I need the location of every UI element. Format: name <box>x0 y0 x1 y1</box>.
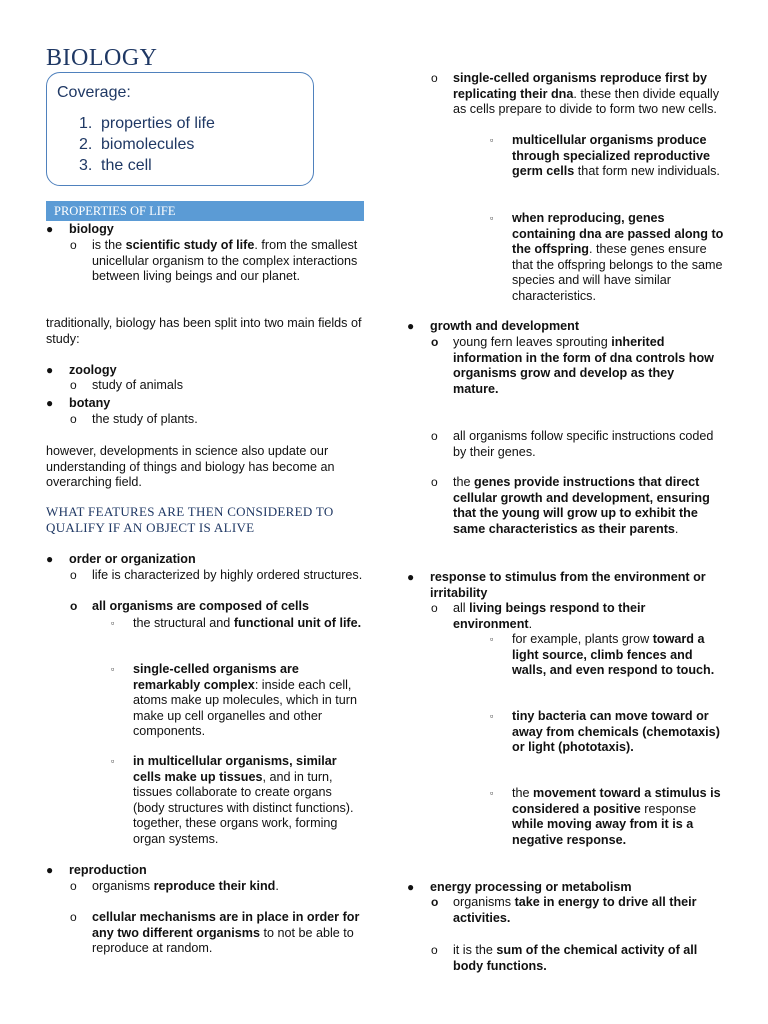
sub-item: o single-celled organisms reproduce first by replicating their dna. these then divide equally as cells prepare to divide to form two new cells. <box>431 71 720 117</box>
square-marker: ▫ <box>490 135 494 145</box>
circle-marker: o <box>431 71 438 85</box>
coverage-item: 2. biomolecules <box>79 136 195 153</box>
nested-item: ▫ the structural and functional unit of life. <box>111 616 362 630</box>
sub-item: o study of animals <box>70 378 183 392</box>
coverage-label: Coverage: <box>57 84 131 101</box>
circle-marker: o <box>431 335 439 349</box>
bullet-marker: ● <box>46 363 54 377</box>
nested-item: ▫ tiny bacteria can move toward or away from chemicals (chemotaxis) or light (phototaxis). <box>490 709 720 755</box>
sub-item: o is the scientific study of life. from the smallest unicellular organism to the complex interactions between living beings and our planet. <box>70 238 358 284</box>
circle-marker: o <box>70 910 77 924</box>
circle-marker: o <box>70 568 77 582</box>
sub-item: o young fern leaves sprouting inherited information in the form of dna controls how organisms grow and develop as they mature. <box>431 335 714 396</box>
list-item-zoology: ● zoology <box>46 363 117 377</box>
sub-item: o life is characterized by highly ordered structures. <box>70 568 363 582</box>
square-marker: ▫ <box>490 634 494 644</box>
subsection-heading: WHAT FEATURES ARE THEN CONSIDERED TO QUALIFY IF AN OBJECT IS ALIVE <box>46 504 334 535</box>
sub-item: o the study of plants. <box>70 412 198 426</box>
list-item-botany: ● botany <box>46 396 111 410</box>
circle-marker: o <box>431 475 438 489</box>
nested-item: ▫ in multicellular organisms, similar cells make up tissues, and in turn, tissues collaborate to create organs (body structures with distinct functions). together, these organs work, forming organ systems. <box>111 754 354 846</box>
page-title: BIOLOGY <box>46 45 158 71</box>
sub-item: o all organisms follow specific instructions coded by their genes. <box>431 429 714 459</box>
bullet-marker: ● <box>407 570 415 584</box>
list-item-biology: ● biology <box>46 222 114 236</box>
list-item-energy: ● energy processing or metabolism <box>407 880 632 894</box>
circle-marker: o <box>70 599 78 613</box>
square-marker: ▫ <box>490 711 494 721</box>
sub-item: o organisms reproduce their kind. <box>70 879 279 893</box>
nested-item: ▫ multicellular organisms produce through specialized reproductive germ cells that form new individuals. <box>490 133 720 179</box>
bullet-marker: ● <box>407 319 415 333</box>
circle-marker: o <box>70 879 77 893</box>
list-item-growth: ● growth and development <box>407 319 580 333</box>
paragraph: however, developments in science also update our understanding of things and biology has become an overarching field. <box>46 444 335 490</box>
coverage-item: 3. the cell <box>79 157 152 174</box>
square-marker: ▫ <box>111 664 115 674</box>
circle-marker: o <box>431 895 439 909</box>
circle-marker: o <box>431 429 438 443</box>
coverage-box <box>46 72 314 186</box>
sub-item: o all living beings respond to their environment. <box>431 601 646 631</box>
bullet-marker: ● <box>46 396 54 410</box>
sub-item: o cellular mechanisms are in place in order for any two different organisms to not be able to reproduce at random. <box>70 910 360 956</box>
list-item-response: ● response to stimulus from the environment or irritability <box>407 570 706 600</box>
list-item-order: ● order or organization <box>46 552 196 566</box>
circle-marker: o <box>431 601 438 615</box>
square-marker: ▫ <box>490 213 494 223</box>
bullet-marker: ● <box>407 880 415 894</box>
nested-item: ▫ the movement toward a stimulus is considered a positive response while moving away from it is a negative response. <box>490 786 721 847</box>
square-marker: ▫ <box>490 788 494 798</box>
coverage-item: 1. properties of life <box>79 115 215 132</box>
circle-marker: o <box>70 412 77 426</box>
circle-marker: o <box>70 378 77 392</box>
nested-item: ▫ when reproducing, genes containing dna are passed along to the offspring. these genes ensure that the offspring belongs to the same species and will have similar characteristics. <box>490 211 724 303</box>
list-item-reproduction: ● reproduction <box>46 863 147 877</box>
nested-item: ▫ for example, plants grow toward a light source, climb fences and walls, and even respond to touch. <box>490 632 715 678</box>
square-marker: ▫ <box>111 756 115 766</box>
sub-item: o organisms take in energy to drive all their activities. <box>431 895 697 925</box>
nested-item: ▫ single-celled organisms are remarkably complex: inside each cell, atoms make up molecules, which in turn make up cell organelles and other components. <box>111 662 357 739</box>
square-marker: ▫ <box>111 618 115 628</box>
bullet-marker: ● <box>46 863 54 877</box>
circle-marker: o <box>70 238 77 252</box>
sub-item: o it is the sum of the chemical activity of all body functions. <box>431 943 698 973</box>
circle-marker: o <box>431 943 438 957</box>
sub-item: o all organisms are composed of cells <box>70 599 309 613</box>
paragraph: traditionally, biology has been split into two main fields of study: <box>46 316 362 346</box>
bullet-marker: ● <box>46 222 54 236</box>
bullet-marker: ● <box>46 552 54 566</box>
section-heading-bar: PROPERTIES OF LIFE <box>46 201 364 221</box>
sub-item: o the genes provide instructions that direct cellular growth and development, ensuring that the young will grow up to exhibit the same characteristics as their parents. <box>431 475 710 536</box>
